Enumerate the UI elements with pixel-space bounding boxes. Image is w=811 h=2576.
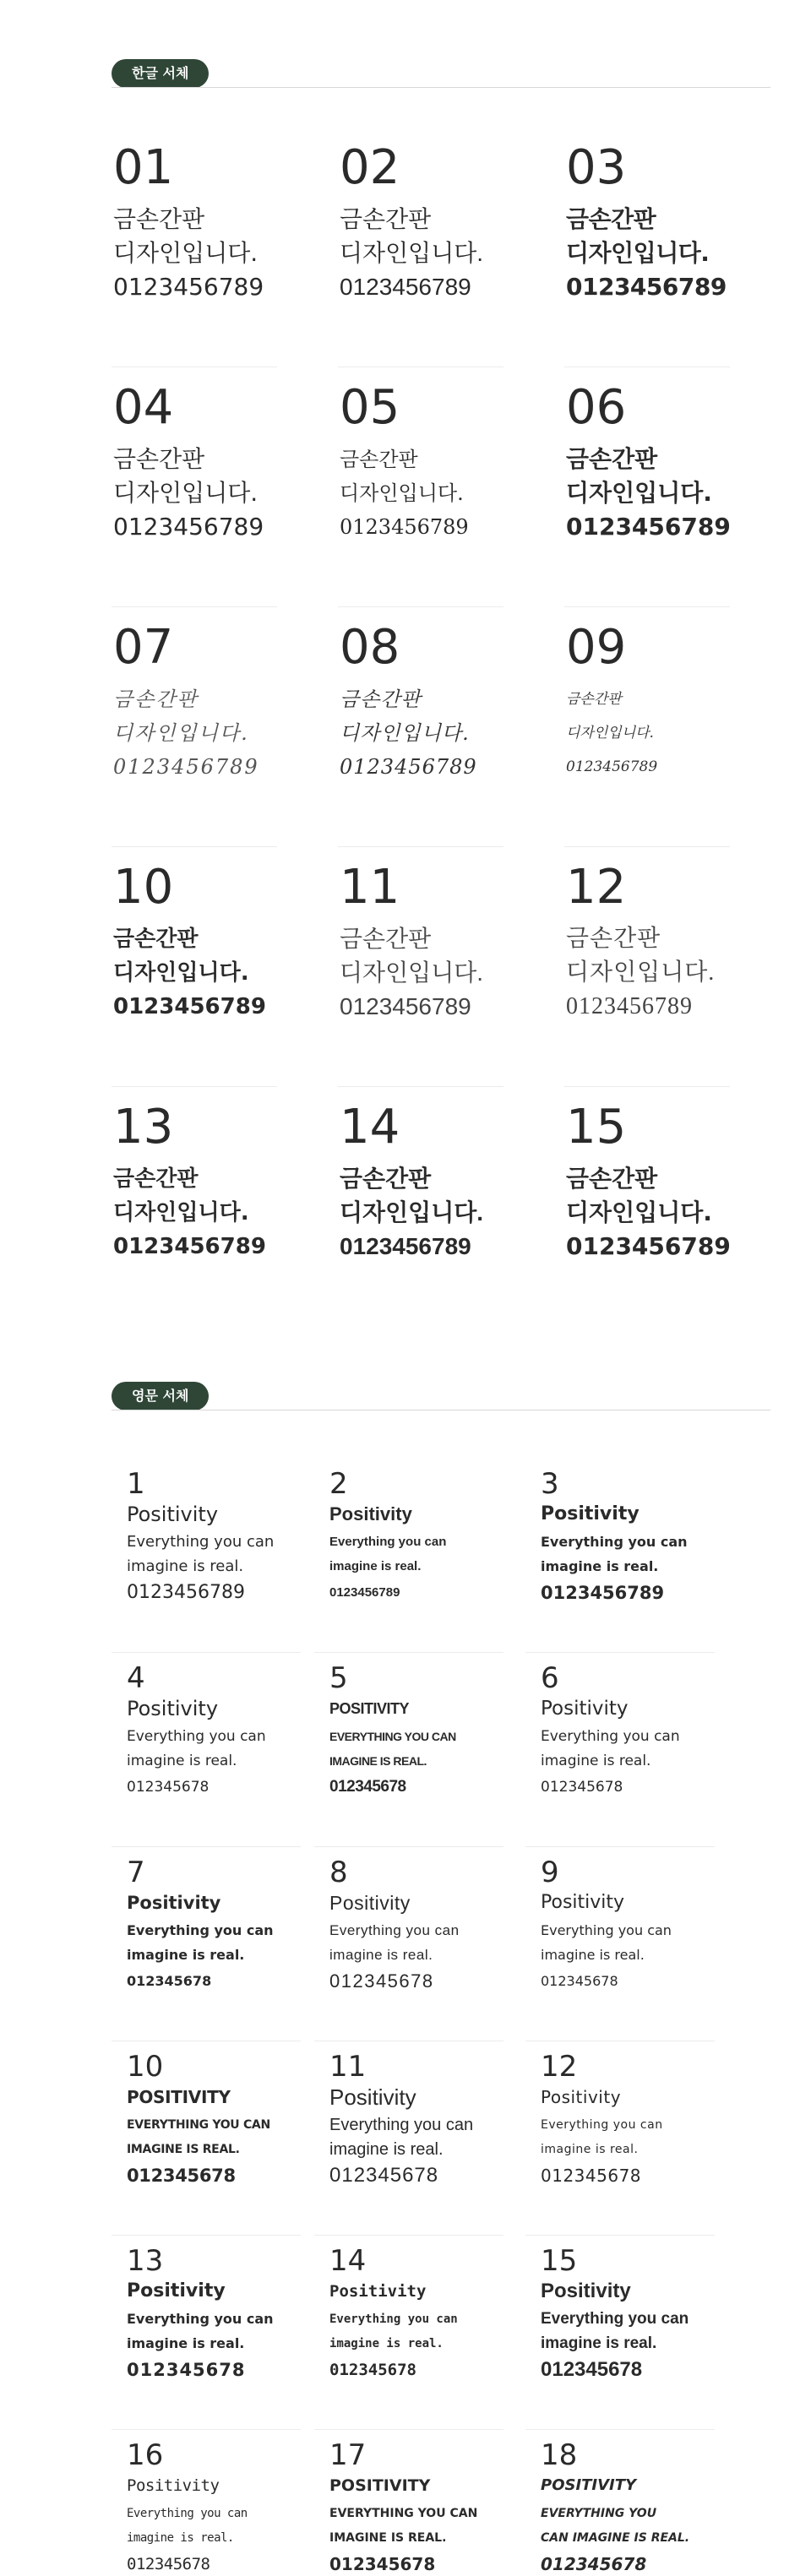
cell-divider (564, 606, 730, 607)
korean-font-sample-15 (564, 1101, 730, 1341)
sample-digits: 0123456789 (566, 1232, 731, 1260)
english-font-sample-3 (525, 1468, 715, 1662)
cell-divider (314, 2429, 503, 2430)
sample-line-2: imagine is real. (127, 1947, 245, 1963)
sample-word: Positivity (541, 2280, 631, 2302)
sample-line-2: 디자인입니다. (566, 725, 654, 742)
sample-digits: 012345678 (541, 2358, 643, 2381)
english-font-sample-11 (314, 2051, 503, 2245)
english-font-sample-9 (525, 1856, 715, 2051)
font-number: 3 (541, 1467, 559, 1501)
sample-line-2: 디자인입니다. (113, 960, 249, 986)
sample-line-1: Everything you can (329, 2116, 474, 2134)
cell-divider (338, 846, 503, 847)
sample-digits: 0123456789 (566, 273, 727, 301)
font-number: 1 (127, 1467, 145, 1501)
sample-digits: 0123456789 (113, 755, 259, 779)
sample-line-1: Everything you can (329, 1535, 447, 1549)
sample-word: POSITIVITY (127, 2087, 231, 2107)
sample-digits: 0123456789 (113, 273, 264, 301)
font-number: 13 (127, 2244, 164, 2278)
korean-font-sample-07 (112, 622, 277, 861)
english-font-sample-17 (314, 2438, 503, 2574)
english-font-sample-13 (112, 2245, 301, 2439)
english-font-sample-1 (112, 1468, 301, 1662)
sample-line-2: IMAGINE IS REAL. (329, 1754, 427, 1768)
cell-divider (112, 1652, 301, 1653)
english-font-sample-7 (112, 1856, 301, 2051)
english-font-sample-5 (314, 1662, 503, 1856)
sample-line-2: imagine is real. (127, 1557, 244, 1575)
cell-divider (564, 1086, 730, 1087)
sample-line-1: Everything you can (127, 1533, 275, 1551)
english-font-sample-2 (314, 1468, 503, 1662)
sample-line-2: 디자인입니다. (566, 959, 716, 986)
sample-line-2: 디자인입니다. (113, 479, 259, 507)
korean-font-sample-12 (564, 861, 730, 1101)
sample-digits: 012345678 (541, 1973, 618, 1989)
sample-digits: 0123456789 (329, 1585, 400, 1600)
font-number: 12 (566, 860, 627, 915)
sample-line-2: 디자인입니다. (566, 1198, 712, 1226)
korean-font-sample-04 (112, 382, 277, 622)
english-font-sample-15 (525, 2245, 715, 2439)
sample-line-1: Everything you can (541, 2118, 663, 2132)
sample-digits: 0123456789 (541, 1583, 665, 1603)
font-number: 09 (566, 620, 627, 675)
cell-divider (112, 846, 277, 847)
font-number: 18 (541, 2438, 578, 2472)
sample-line-1: Everything you can (541, 2310, 689, 2328)
sample-line-2: imagine is real. (541, 1753, 651, 1769)
english-font-sample-16 (112, 2438, 301, 2573)
sample-digits: 0123456789 (566, 993, 693, 1019)
font-number: 07 (113, 620, 174, 675)
sample-line-1: Everything you can (127, 1922, 274, 1938)
font-number: 6 (541, 1661, 559, 1695)
sample-digits: 0123456789 (340, 755, 477, 779)
sample-line-2: imagine is real. (127, 2531, 234, 2545)
sample-digits: 0123456789 (340, 993, 471, 1019)
cell-divider (112, 1086, 277, 1087)
font-number: 7 (127, 1856, 145, 1889)
font-number: 5 (329, 1661, 348, 1695)
korean-section-header (112, 59, 770, 88)
font-number: 05 (340, 380, 400, 435)
sample-line-2: 디자인입니다. (340, 959, 484, 986)
english-font-sample-10 (112, 2051, 301, 2245)
sample-digits: 012345678 (541, 2554, 647, 2574)
sample-line-2: 디자인입니다. (340, 481, 464, 505)
font-number: 14 (329, 2244, 367, 2278)
font-number: 11 (340, 860, 400, 915)
font-number: 17 (329, 2438, 367, 2472)
sample-word: Positivity (541, 1503, 640, 1524)
sample-line-1: 금손간판 (566, 1165, 658, 1193)
sample-line-1: Everything you can (329, 2312, 458, 2326)
sample-line-1: Everything you can (329, 1922, 460, 1938)
cell-divider (525, 1652, 715, 1653)
sample-line-2: imagine is real. (329, 1947, 433, 1963)
sample-line-2: imagine is real. (541, 1947, 645, 1963)
sample-line-2: imagine is real. (329, 2140, 444, 2159)
sample-digits: 0123456789 (340, 515, 469, 539)
sample-digits: 0123456789 (127, 1582, 245, 1603)
sample-line-2: 디자인입니다. (566, 479, 712, 507)
sample-word: Positivity (127, 1697, 219, 1720)
sample-line-1: 금손간판 (566, 445, 658, 473)
sample-digits: 0123456789 (113, 513, 264, 541)
sample-word: Positivity (127, 2476, 220, 2495)
sample-line-2: 디자인입니다. (340, 1199, 484, 1226)
font-number: 01 (113, 140, 174, 195)
korean-font-sample-10 (112, 861, 277, 1101)
sample-line-2: 디자인입니다. (113, 239, 259, 267)
sample-line-1: 금손간판 (566, 205, 656, 233)
sample-word: Positivity (329, 2282, 427, 2301)
sample-line-2: CAN IMAGINE IS REAL. (541, 2531, 690, 2545)
sample-line-1: EVERYTHING YOU CAN (329, 2507, 478, 2520)
sample-digits: 0123456789 (113, 994, 266, 1019)
cell-divider (338, 606, 503, 607)
cell-divider (338, 1086, 503, 1087)
sample-line-2: imagine is real. (127, 1753, 237, 1769)
sample-digits: 0123456789 (566, 513, 731, 541)
sample-line-2: IMAGINE IS REAL. (329, 2531, 447, 2545)
korean-section-label: 한글 서체 (112, 59, 209, 88)
sample-line-2: 디자인입니다. (113, 721, 249, 745)
sample-word: POSITIVITY (329, 2476, 431, 2495)
korean-font-sample-11 (338, 861, 503, 1101)
sample-line-2: imagine is real. (329, 2337, 444, 2350)
sample-word: POSITIVITY (541, 2476, 637, 2494)
sample-word: Positivity (541, 1892, 625, 1913)
sample-digits: 012345678 (329, 1970, 434, 1992)
font-number: 10 (127, 2050, 164, 2084)
korean-font-sample-09 (564, 622, 730, 861)
font-number: 15 (541, 2244, 578, 2278)
sample-line-1: Everything you can (541, 1922, 672, 1938)
sample-word: Positivity (541, 1698, 629, 1720)
korean-font-sample-02 (338, 142, 503, 382)
sample-digits: 0123456789 (340, 274, 471, 300)
sample-line-1: 금손간판 (340, 687, 422, 711)
english-font-sample-4 (112, 1662, 301, 1856)
korean-font-sample-06 (564, 382, 730, 622)
font-number: 12 (541, 2050, 578, 2084)
cell-divider (525, 1846, 715, 1847)
sample-digits: 012345678 (127, 2555, 210, 2573)
cell-divider (314, 1846, 503, 1847)
sample-digits: 012345678 (541, 2166, 642, 2186)
sample-word: POSITIVITY (329, 1700, 410, 1717)
sample-word: Positivity (329, 2084, 416, 2110)
english-section-header (112, 1382, 770, 1410)
sample-line-2: imagine is real. (541, 1558, 659, 1574)
english-font-sample-8 (314, 1856, 503, 2051)
sample-line-2: imagine is real. (541, 2143, 639, 2156)
sample-digits: 012345678 (127, 2360, 246, 2380)
sample-word: Positivity (329, 1892, 411, 1914)
font-number: 14 (340, 1100, 400, 1155)
cell-divider (564, 846, 730, 847)
sample-line-1: 금손간판 (340, 206, 432, 232)
sample-digits: 012345678 (329, 2554, 436, 2574)
sample-line-1: 금손간판 (113, 687, 199, 711)
sample-line-2: 디자인입니다. (566, 239, 710, 267)
sample-line-2: imagine is real. (127, 2335, 245, 2351)
font-number: 04 (113, 380, 174, 435)
font-number: 06 (566, 380, 627, 435)
sample-digits: 012345678 (127, 1779, 210, 1796)
font-number: 15 (566, 1100, 627, 1155)
sample-word: Positivity (127, 2280, 226, 2302)
sample-word: Positivity (329, 1503, 412, 1524)
sample-line-1: 금손간판 (340, 448, 418, 471)
sample-line-1: Everything you can (541, 1534, 688, 1550)
sample-line-1: 금손간판 (113, 1166, 199, 1192)
english-font-sample-18 (525, 2438, 715, 2574)
sample-digits: 0123456789 (340, 1233, 471, 1259)
english-font-sample-12 (525, 2051, 715, 2245)
cell-divider (112, 2235, 301, 2236)
cell-divider (525, 2235, 715, 2236)
cell-divider (112, 606, 277, 607)
korean-font-sample-14 (338, 1101, 503, 1341)
font-number: 08 (340, 620, 400, 675)
sample-line-1: 금손간판 (340, 1166, 432, 1192)
sample-line-1: 금손간판 (113, 927, 199, 952)
korean-font-sample-05 (338, 382, 503, 622)
sample-word: Positivity (541, 2087, 622, 2107)
sample-line-1: 금손간판 (566, 926, 661, 952)
sample-digits: 012345678 (127, 1973, 212, 1989)
sample-digits: 012345678 (329, 1778, 406, 1796)
font-number: 03 (566, 140, 627, 195)
korean-font-sample-13 (112, 1101, 277, 1341)
sample-digits: 0123456789 (566, 758, 658, 775)
sample-line-1: Everything you can (127, 2311, 274, 2327)
sample-word: Positivity (127, 1893, 221, 1913)
cell-divider (314, 1652, 503, 1653)
sample-line-2: 디자인입니다. (340, 721, 470, 745)
section-divider (112, 87, 770, 88)
font-number: 16 (127, 2438, 164, 2472)
english-section-label: 영문 서체 (112, 1382, 209, 1410)
sample-line-2: imagine is real. (541, 2334, 657, 2352)
font-number: 10 (113, 860, 174, 915)
sample-line-2: IMAGINE IS REAL. (127, 2143, 240, 2156)
sample-digits: 012345678 (127, 2166, 236, 2186)
sample-line-1: EVERYTHING YOU CAN (127, 2118, 270, 2132)
sample-line-1: EVERYTHING YOU CAN (329, 1730, 456, 1743)
english-font-sample-6 (525, 1662, 715, 1856)
sample-line-2: 디자인입니다. (113, 1200, 249, 1226)
korean-font-sample-08 (338, 622, 503, 861)
sample-line-1: Everything you can (127, 2507, 248, 2520)
sample-word: Positivity (127, 1503, 219, 1526)
sample-line-2: 디자인입니다. (340, 240, 484, 266)
sample-line-1: EVERYTHING YOU (541, 2507, 657, 2520)
sample-line-2: imagine is real. (329, 1559, 422, 1573)
sample-digits: 012345678 (541, 1779, 623, 1796)
sample-digits: 0123456789 (113, 1234, 266, 1259)
font-number: 02 (340, 140, 400, 195)
font-number: 13 (113, 1100, 174, 1155)
korean-font-sample-01 (112, 142, 277, 382)
sample-line-1: 금손간판 (113, 205, 205, 233)
cell-divider (112, 1846, 301, 1847)
font-number: 8 (329, 1856, 348, 1889)
english-font-sample-14 (314, 2245, 503, 2439)
korean-font-sample-03 (564, 142, 730, 382)
font-number: 4 (127, 1661, 145, 1695)
sample-line-1: 금손간판 (566, 691, 622, 708)
sample-line-1: 금손간판 (340, 926, 432, 952)
cell-divider (112, 2429, 301, 2430)
cell-divider (525, 2429, 715, 2430)
font-number: 9 (541, 1856, 559, 1889)
font-number: 11 (329, 2050, 367, 2084)
sample-digits: 012345678 (329, 2361, 416, 2379)
sample-line-1: 금손간판 (113, 445, 205, 473)
sample-line-1: Everything you can (127, 1728, 266, 1745)
sample-line-1: Everything you can (541, 1728, 680, 1745)
font-number: 2 (329, 1467, 348, 1501)
sample-digits: 012345678 (329, 2164, 439, 2187)
cell-divider (314, 2235, 503, 2236)
